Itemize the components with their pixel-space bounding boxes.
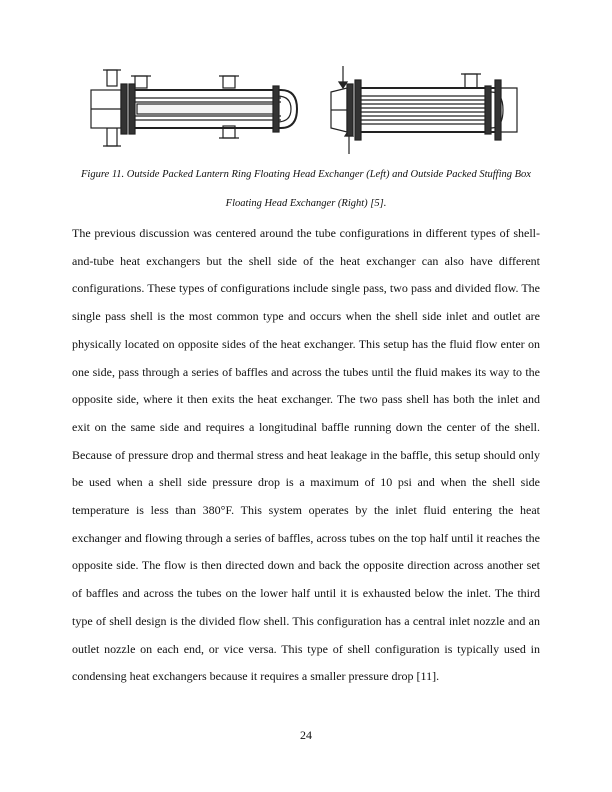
stuffing-box-exchanger-drawing: [331, 66, 517, 154]
figure-11: [85, 66, 525, 156]
body-paragraph: The previous discussion was centered around the tube configurations in different types of shell-and-tube heat exchangers but the shell side of the heat exchanger can also have different configurations. These types of configurations include single pass, two pass and divided flow. The single pass shell is the most common type and occurs when the shell side inlet and outlet are physically located on opposite sides of the heat exchanger. This setup has the fluid flow enter on one side, pass through a series of baffles and across the tubes until the fluid makes its way to the opposite side, where it then exits the heat exchanger. The two pass shell has both the inlet and exit on the same side and requires a longitudinal baffle running down the center of the shell. Because of pressure drop and thermal stress and heat leakage in the baffle, this setup should only be used when a shell side pressure drop is a maximum of 10 psi and when the shell side temperature is less than 380°F. This system operates by the inlet fluid entering the heat exchanger and flowing through a series of baffles, across tubes on the top half until it reaches the opposite side. The flow is then directed down and back the opposite direction across another set of baffles and across the tubes on the lower half until it is exhausted below the inlet. The third type of shell design is the divided flow shell. This configuration has a central inlet nozzle and an outlet nozzle on each end, or vice versa. This type of shell configuration is typically used in condensing heat exchangers because it requires a smaller pressure drop [11].: [72, 226, 540, 684]
page-number: 24: [300, 728, 312, 742]
lantern-ring-exchanger-drawing: [91, 70, 297, 146]
figure-caption: Figure 11. Outside Packed Lantern Ring Floating Head Exchanger (Left) and Outside Packed Stuffing Box Floating Head Exchanger (Right) [5].: [81, 169, 531, 209]
